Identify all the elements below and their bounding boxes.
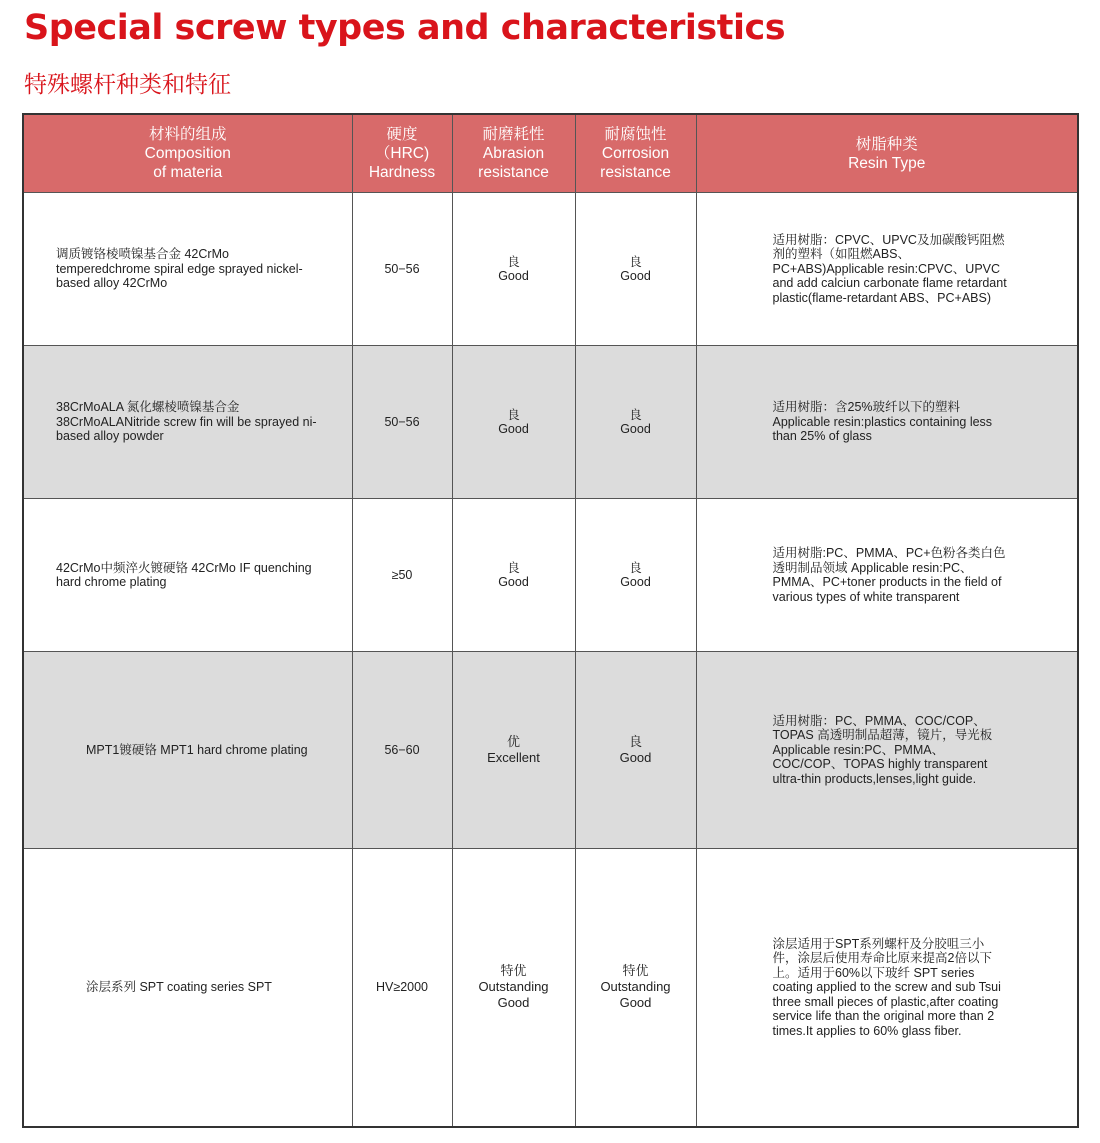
table-row <box>23 193 1078 346</box>
hardness-cell: HV≥2000 <box>352 849 452 1127</box>
corrosion-cell: 良 Good <box>575 193 696 346</box>
corrosion-cell: 良 Good <box>575 346 696 499</box>
corrosion-cell: 良 Good <box>575 652 696 849</box>
resin-cell: 适用树脂：含25%玻纤以下的塑料 Applicable resin:plastics containing less than 25% of glass <box>696 346 1078 499</box>
header-corrosion: 耐腐蚀性 Corrosion resistance <box>575 114 696 193</box>
abrasion-cell: 优 Excellent <box>452 652 575 849</box>
resin-cell: 适用树脂：CPVC、UPVC及加碳酸钙阻燃剂的塑料（如阻燃ABS、PC+ABS)Applicable resin:CPVC、UPVC and add calciun carbonate flame retardant plastic(flame-retardant ABS、PC+ABS) <box>696 193 1078 346</box>
header-hardness: 硬度 （HRC) Hardness <box>352 114 452 193</box>
abrasion-cell: 良 Good <box>452 499 575 652</box>
hardness-cell: 50−56 <box>352 346 452 499</box>
page-subtitle: 特殊螺杆种类和特征 <box>24 72 231 98</box>
abrasion-cell: 良 Good <box>452 193 575 346</box>
abrasion-cell: 特优 Outstanding Good <box>452 849 575 1127</box>
resin-cell: 涂层适用于SPT系列螺杆及分胶咀三小件，涂层后使用寿命比原来提高2倍以下上。适用于60%以下玻纤 SPT series coating applied to the screw and sub Tsui three small pieces of plastic,after coating service life than the original more than 2 times.It applies to 60% glass fiber. <box>696 849 1078 1127</box>
header-resin-type: 树脂种类 Resin Type <box>696 114 1078 193</box>
table-row <box>23 499 1078 652</box>
corrosion-cell: 特优 Outstanding Good <box>575 849 696 1127</box>
table-row <box>23 346 1078 499</box>
composition-cell: 涂层系列 SPT coating series SPT <box>23 849 352 1127</box>
composition-cell: MPT1镀硬铬 MPT1 hard chrome plating <box>23 652 352 849</box>
header-abrasion: 耐磨耗性 Abrasion resistance <box>452 114 575 193</box>
hardness-cell: ≥50 <box>352 499 452 652</box>
corrosion-cell: 良 Good <box>575 499 696 652</box>
table-row <box>23 652 1078 849</box>
hardness-cell: 56−60 <box>352 652 452 849</box>
table-row <box>23 849 1078 1127</box>
screw-spec-table <box>22 113 1079 1128</box>
composition-cell: 调质镀铬棱喷镍基合金 42CrMo temperedchrome spiral edge sprayed nickel-based alloy 42CrMo <box>23 193 352 346</box>
resin-cell: 适用树脂:PC、PMMA、PC+色粉各类白色透明制品领域 Applicable resin:PC、PMMA、PC+toner products in the field of various types of white transparent <box>696 499 1078 652</box>
table-header-row <box>23 114 1078 193</box>
page-title: Special screw types and characteristics <box>24 8 786 48</box>
abrasion-cell: 良 Good <box>452 346 575 499</box>
hardness-cell: 50−56 <box>352 193 452 346</box>
composition-cell: 38CrMoALA 氮化螺棱喷镍基合金 38CrMoALANitride screw fin will be sprayed ni-based alloy powder <box>23 346 352 499</box>
header-composition: 材料的组成 Composition of materia <box>23 114 352 193</box>
composition-cell: 42CrMo中频淬火镀硬铬 42CrMo IF quenching hard chrome plating <box>23 499 352 652</box>
resin-cell: 适用树脂：PC、PMMA、COC/COP、TOPAS 高透明制品超薄，镜片，导光板 Applicable resin:PC、PMMA、COC/COP、TOPAS highly transparent ultra-thin products,lenses,light guide. <box>696 652 1078 849</box>
